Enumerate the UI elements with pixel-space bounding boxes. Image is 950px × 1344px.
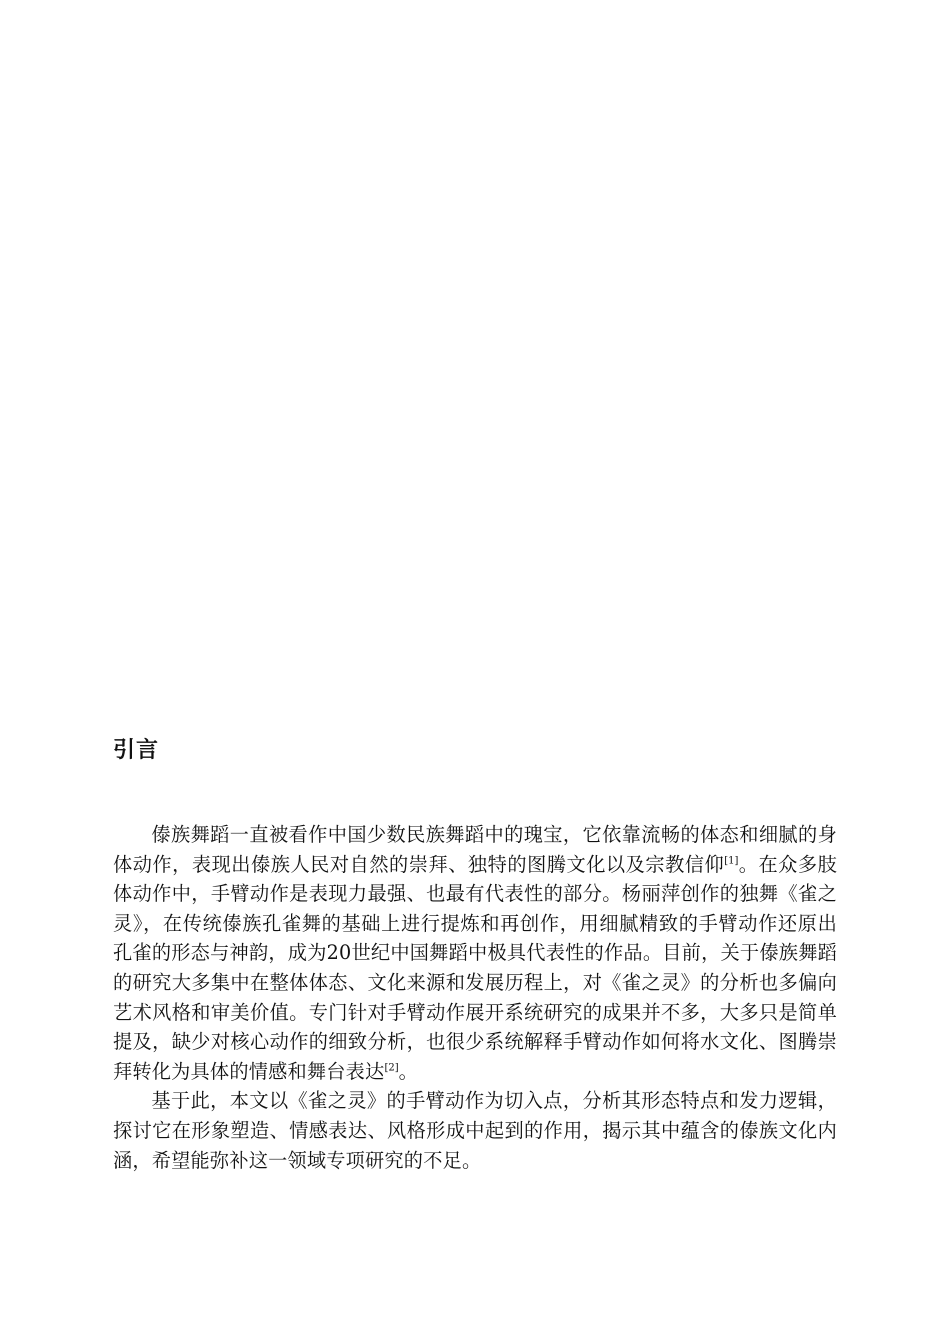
paragraph-1-text-c: 。 bbox=[398, 1059, 418, 1083]
paragraph-1 bbox=[113, 820, 837, 1086]
paragraph-2: 基于此，本文以《雀之灵》的手臂动作为切入点，分析其形态特点和发力逻辑，探讨它在形象塑造、情感表达、风格形成中起到的作用，揭示其中蕴含的傣族文化内涵，希望能弥补这一领域专项研究的不足。 bbox=[113, 1089, 837, 1172]
citation-2: [2] bbox=[384, 1062, 399, 1074]
paragraph-1-text-b: 。在众多肢体动作中，手臂动作是表现力最强、也最有代表性的部分。杨丽萍创作的独舞《雀之灵》，在传统傣族孔雀舞的基础上进行提炼和再创作，用细腻精致的手臂动作还原出孔雀的形态与神韵，成为20世纪中国舞蹈中极具代表性的作品。目前，关于傣族舞蹈的研究大多集中在整体体态、文化来源和发展历程上，对《雀之灵》的分析也多偏向艺术风格和审美价值。专门针对手臂动作展开系统研究的成果并不多，大多只是简单提及，缺少对核心动作的细致分析，也很少系统解释手臂动作如何将水文化、图腾崇拜转化为具体的情感和舞台表达 bbox=[113, 852, 838, 1083]
body-text bbox=[113, 820, 837, 1175]
section-heading: 引言 bbox=[113, 738, 160, 763]
paragraph-1-text-a: 傣族舞蹈一直被看作中国少数民族舞蹈中的瑰宝，它依靠流畅的体态和细腻的身体动作，表现出傣族人民对自然的崇拜、独特的图腾文化以及宗教信仰 bbox=[113, 823, 837, 876]
citation-1: [1] bbox=[724, 855, 739, 867]
